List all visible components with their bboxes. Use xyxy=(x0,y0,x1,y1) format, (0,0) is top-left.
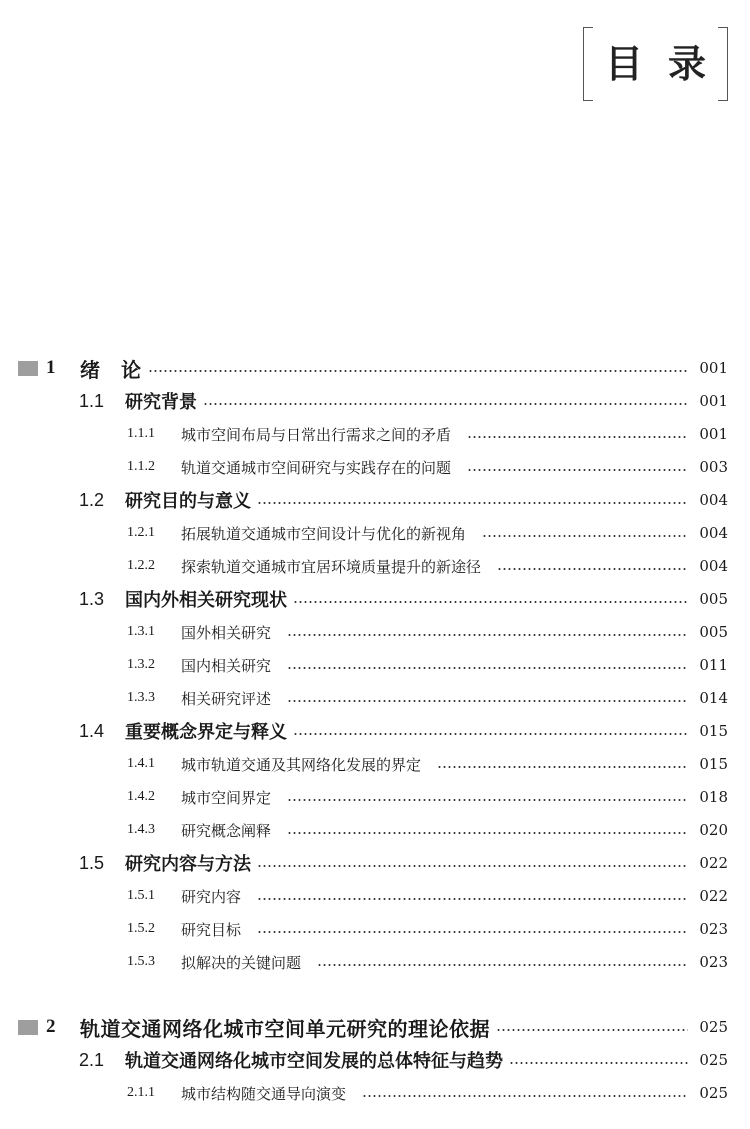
toc-subsection-row xyxy=(0,782,750,812)
toc-label: 研究内容 xyxy=(181,887,242,906)
toc-page-number: 015 xyxy=(699,722,728,740)
toc-number: 1.2.2 xyxy=(127,558,155,573)
toc-page-number: 001 xyxy=(699,392,728,410)
dot-leader xyxy=(467,436,688,438)
toc-number: 1.4.1 xyxy=(127,756,155,771)
title-char-2: 录 xyxy=(668,41,707,86)
dot-leader xyxy=(293,601,688,603)
dot-leader xyxy=(287,634,688,636)
toc-number: 2 xyxy=(46,1016,56,1037)
dot-leader xyxy=(287,700,688,702)
chapter-marker xyxy=(18,1020,38,1035)
toc-label: 城市轨道交通及其网络化发展的界定 xyxy=(181,755,422,774)
dot-leader xyxy=(496,1029,688,1031)
toc-page-number: 004 xyxy=(699,557,728,575)
toc-number: 1.5.2 xyxy=(127,921,155,936)
toc-subsection-row xyxy=(0,419,750,449)
dot-leader xyxy=(257,865,688,867)
toc-label: 国外相关研究 xyxy=(181,623,272,642)
toc-page-number: 022 xyxy=(699,887,728,905)
toc-section-row xyxy=(0,1045,750,1075)
toc-subsection-row xyxy=(0,650,750,680)
toc-page-number: 014 xyxy=(699,689,728,707)
toc-section-row xyxy=(0,716,750,746)
toc-label: 相关研究评述 xyxy=(181,689,272,708)
toc-number: 1.1 xyxy=(79,390,105,411)
dot-leader xyxy=(287,832,688,834)
toc-label: 重要概念界定与释义 xyxy=(125,722,287,743)
dot-leader xyxy=(467,469,688,471)
toc-label: 拟解决的关键问题 xyxy=(181,953,302,972)
toc-label: 研究目的与意义 xyxy=(125,491,251,512)
toc-subsection-row xyxy=(0,914,750,944)
toc-number: 1.1.2 xyxy=(127,459,155,474)
toc-label: 探索轨道交通城市宜居环境质量提升的新途径 xyxy=(181,557,482,576)
toc-number: 1 xyxy=(46,357,56,378)
toc-number: 1.2 xyxy=(79,489,105,510)
toc-page-number: 011 xyxy=(699,656,728,674)
toc-subsection-row xyxy=(0,947,750,977)
dot-leader xyxy=(362,1095,688,1097)
dot-leader xyxy=(293,733,688,735)
dot-leader xyxy=(257,898,688,900)
toc-label: 研究概念阐释 xyxy=(181,821,272,840)
dot-leader xyxy=(317,964,688,966)
toc-label: 轨道交通城市空间研究与实践存在的问题 xyxy=(181,458,452,477)
toc-page-number: 001 xyxy=(699,425,728,443)
title-bracket-left xyxy=(583,27,593,101)
toc-number: 1.3.3 xyxy=(127,690,155,705)
toc-page-number: 005 xyxy=(699,590,728,608)
chapter-marker xyxy=(18,361,38,376)
toc-subsection-row xyxy=(0,881,750,911)
toc-subsection-row xyxy=(0,815,750,845)
dot-leader xyxy=(497,568,688,570)
toc-page-number: 003 xyxy=(699,458,728,476)
dot-leader xyxy=(437,766,688,768)
toc-page-number: 025 xyxy=(699,1084,728,1102)
toc-page-number: 005 xyxy=(699,623,728,641)
toc-label: 绪 论 xyxy=(80,357,142,382)
toc-page-number: 004 xyxy=(699,491,728,509)
toc-number: 1.3.2 xyxy=(127,657,155,672)
toc-number: 1.4.3 xyxy=(127,822,155,837)
toc-number: 1.5.3 xyxy=(127,954,155,969)
toc-label: 轨道交通网络化城市空间发展的总体特征与趋势 xyxy=(125,1051,503,1072)
toc-section-row xyxy=(0,485,750,515)
toc-page-number: 020 xyxy=(699,821,728,839)
toc-section-row xyxy=(0,848,750,878)
toc-page-number: 015 xyxy=(699,755,728,773)
toc-page-number: 025 xyxy=(699,1051,728,1069)
dot-leader xyxy=(509,1062,688,1064)
toc-subsection-row xyxy=(0,749,750,779)
toc-page-number: 023 xyxy=(699,953,728,971)
toc-page-number: 023 xyxy=(699,920,728,938)
toc-subsection-row xyxy=(0,683,750,713)
toc-subsection-row xyxy=(0,452,750,482)
dot-leader xyxy=(482,535,688,537)
dot-leader xyxy=(287,799,688,801)
toc-number: 1.5.1 xyxy=(127,888,155,903)
toc-chapter-row xyxy=(0,353,750,383)
toc-number: 2.1.1 xyxy=(127,1085,155,1100)
toc-label: 国内相关研究 xyxy=(181,656,272,675)
toc-number: 1.2.1 xyxy=(127,525,155,540)
toc-label: 轨道交通网络化城市空间单元研究的理论依据 xyxy=(80,1016,490,1041)
toc-section-row xyxy=(0,386,750,416)
toc-label: 城市结构随交通导向演变 xyxy=(181,1084,347,1103)
toc-chapter-row xyxy=(0,1012,750,1042)
toc-number: 1.5 xyxy=(79,852,105,873)
title-char-1: 目 xyxy=(605,41,644,86)
dot-leader xyxy=(148,370,689,372)
dot-leader xyxy=(257,502,688,504)
toc-number: 1.3 xyxy=(79,588,105,609)
toc-label: 研究目标 xyxy=(181,920,242,939)
toc-number: 1.1.1 xyxy=(127,426,155,441)
dot-leader xyxy=(287,667,688,669)
toc-subsection-row xyxy=(0,617,750,647)
toc-label: 城市空间布局与日常出行需求之间的矛盾 xyxy=(181,425,452,444)
dot-leader xyxy=(257,931,688,933)
toc-title xyxy=(583,27,728,101)
toc-label: 研究背景 xyxy=(125,392,197,413)
toc-label: 研究内容与方法 xyxy=(125,854,251,875)
toc-section-row xyxy=(0,584,750,614)
toc-label: 拓展轨道交通城市空间设计与优化的新视角 xyxy=(181,524,467,543)
toc-page-number: 022 xyxy=(699,854,728,872)
toc-number: 1.4.2 xyxy=(127,789,155,804)
toc-page-number: 004 xyxy=(699,524,728,542)
toc-subsection-row xyxy=(0,1078,750,1108)
toc-page-number: 025 xyxy=(699,1018,728,1036)
dot-leader xyxy=(203,403,688,405)
toc-label: 国内外相关研究现状 xyxy=(125,590,287,611)
toc-page-number: 001 xyxy=(699,359,728,377)
toc-page-number: 018 xyxy=(699,788,728,806)
title-bracket-right xyxy=(718,27,728,101)
toc-number: 1.4 xyxy=(79,720,105,741)
toc-subsection-row xyxy=(0,551,750,581)
toc-subsection-row xyxy=(0,518,750,548)
toc-label: 城市空间界定 xyxy=(181,788,272,807)
toc-number: 1.3.1 xyxy=(127,624,155,639)
toc-number: 2.1 xyxy=(79,1049,105,1070)
